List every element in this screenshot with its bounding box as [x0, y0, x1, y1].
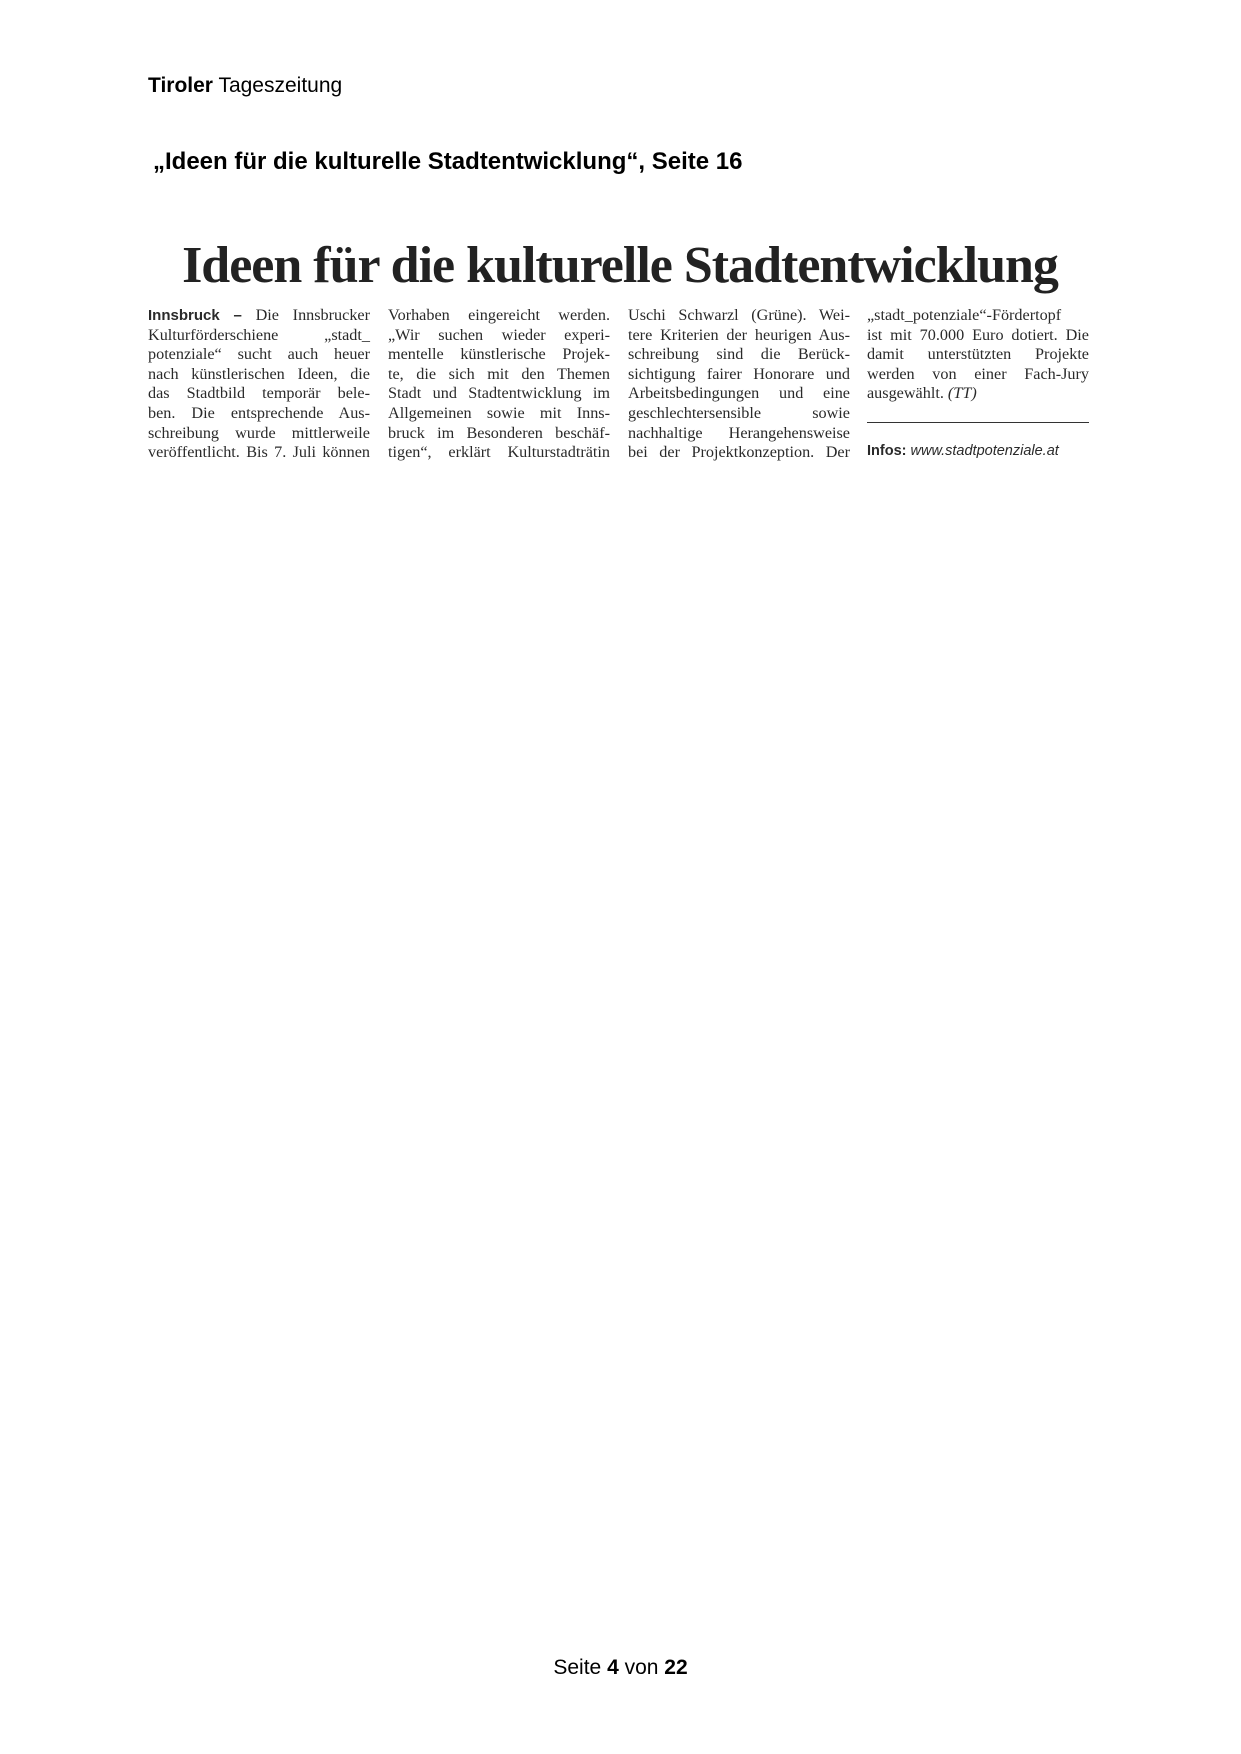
- text-line: nach künstlerischen Ideen, die: [148, 364, 370, 383]
- article-reference: „Ideen für die kulturelle Stadtentwicklung“, Seite 16: [153, 148, 743, 175]
- infos-url: www.stadtpotenziale.at: [910, 443, 1059, 459]
- text-line: Arbeitsbedingungen und eine: [628, 384, 850, 403]
- infos-label: Infos:: [867, 443, 907, 459]
- text-line: [867, 384, 1089, 404]
- dateline: Innsbruck –: [148, 307, 242, 324]
- article-column-3: [628, 306, 850, 463]
- text-line: werden von einer Fach-Jury: [867, 364, 1089, 383]
- page-prefix: Seite: [553, 1656, 602, 1679]
- page-number: [0, 1656, 1241, 1680]
- text-line: mentelle künstlerische Projek-: [388, 345, 610, 364]
- page-of: von: [624, 1656, 659, 1679]
- text-line: sichtigung fairer Honorare und: [628, 364, 850, 383]
- text-line: Stadt und Stadtentwicklung im: [388, 384, 610, 403]
- text-line: te, die sich mit den Themen: [388, 364, 610, 383]
- text-fragment: ausgewählt.: [867, 384, 944, 403]
- article-column-2: [388, 306, 610, 463]
- text-line: geschlechtersensible sowie: [628, 403, 850, 422]
- text-line: schreibung sind die Berück-: [628, 345, 850, 364]
- text-line: [148, 306, 370, 326]
- text-line: nachhaltige Herangehensweise: [628, 423, 850, 442]
- divider: [867, 422, 1089, 423]
- infos-line: [867, 443, 1059, 459]
- text-fragment: Die Innsbrucker: [255, 306, 370, 324]
- text-line: bruck im Besonderen beschäf-: [388, 423, 610, 442]
- article-column-1: [148, 306, 370, 463]
- text-line: potenziale“ sucht auch heuer: [148, 345, 370, 364]
- author-credit: (TT): [947, 384, 977, 403]
- publication-name-bold: Tiroler: [148, 74, 213, 97]
- total-pages: 22: [664, 1656, 688, 1679]
- text-line: bei der Projektkonzeption. Der: [628, 443, 850, 462]
- article-headline: Ideen für die kulturelle Stadtentwicklung: [182, 237, 1058, 294]
- text-line: tere Kriterien der heurigen Aus-: [628, 325, 850, 344]
- publication-name-rest: Tageszeitung: [218, 74, 343, 97]
- text-line: schreibung wurde mittlerweile: [148, 423, 370, 442]
- text-line: „stadt_potenziale“-Fördertopf: [867, 306, 1062, 324]
- text-line: tigen“, erklärt Kulturstadträtin: [388, 443, 610, 462]
- text-line: veröffentlicht. Bis 7. Juli können: [148, 443, 370, 462]
- text-line: ist mit 70.000 Euro dotiert. Die: [867, 325, 1089, 344]
- current-page: 4: [607, 1656, 619, 1679]
- text-line: Kulturförderschiene „stadt_: [148, 325, 370, 344]
- text-line: das Stadtbild temporär bele-: [148, 384, 370, 403]
- article-column-4: [867, 306, 1089, 404]
- text-line: Allgemeinen sowie mit Inns-: [388, 403, 610, 422]
- text-line: ben. Die entsprechende Aus-: [148, 403, 370, 422]
- text-line: Vorhaben eingereicht werden.: [388, 306, 610, 324]
- text-line: Uschi Schwarzl (Grüne). Wei-: [628, 306, 850, 324]
- text-line: damit unterstützten Projekte: [867, 345, 1089, 364]
- text-line: „Wir suchen wieder experi-: [388, 325, 610, 344]
- publication-name: [148, 74, 342, 98]
